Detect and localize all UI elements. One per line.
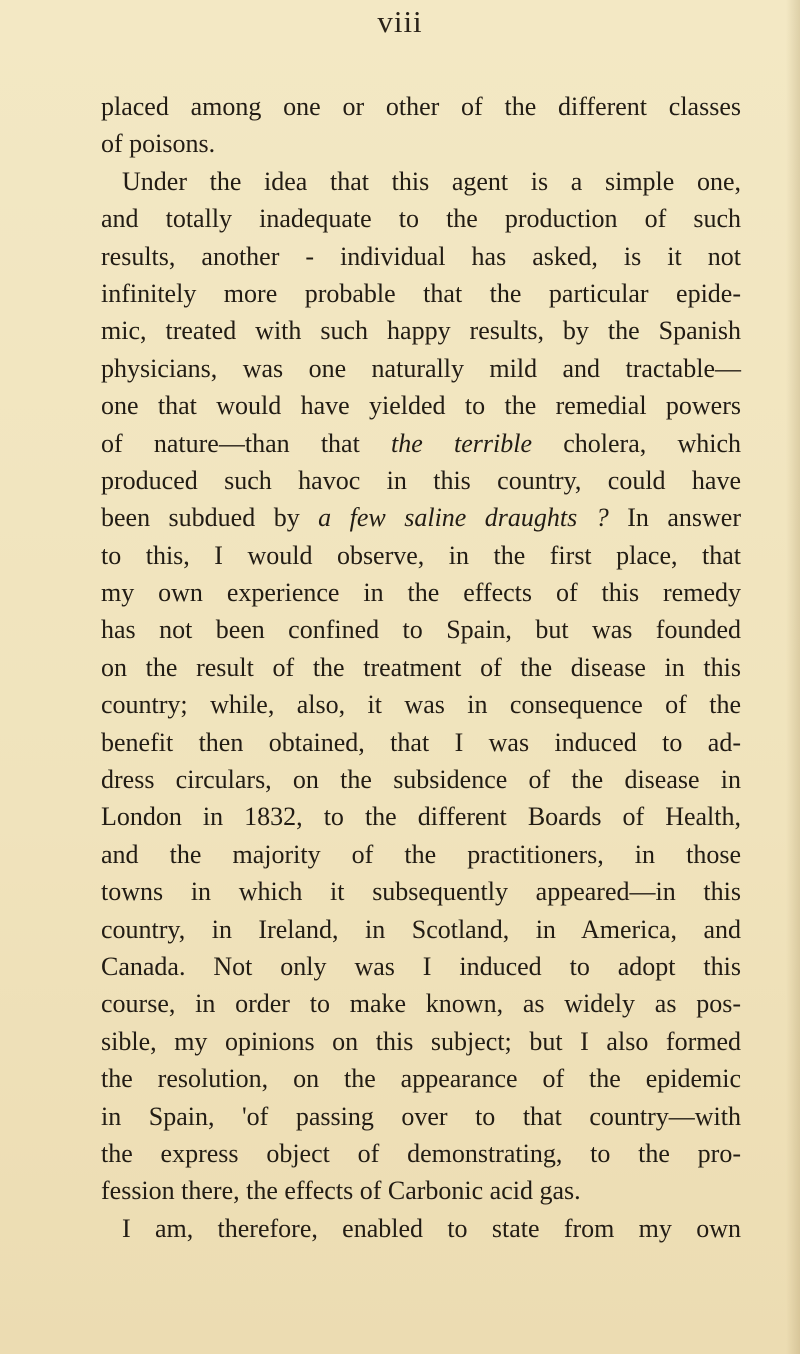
text-segment: benefit then obtained, that I was induced to ad- [101,727,741,757]
text-segment: on the result of the treatment of the disease in this [101,652,741,682]
text-segment: in Spain, 'of passing over to that country—with [101,1101,741,1131]
text-segment: produced such havoc in this country, could have [101,465,741,495]
text-line [101,537,741,574]
text-line [101,761,741,798]
text-segment: of poisons. [101,129,216,159]
text-segment: fession there, the effects of Carbonic acid gas. [101,1176,581,1206]
text-segment: and totally inadequate to the production of such [101,204,741,234]
text-segment: to this, I would observe, in the first place, that [101,540,741,570]
text-segment: of nature—than that [101,428,392,458]
page-body-text [101,88,741,1247]
text-line [101,499,741,536]
text-segment: the resolution, on the appearance of the epidemic [101,1064,741,1094]
text-segment: towns in which it subsequently appeared—in this [101,877,741,907]
text-line [101,88,741,125]
text-segment: country; while, also, it was in consequence of the [101,690,741,720]
text-segment: country, in Ireland, in Scotland, in America, and [101,914,741,944]
text-segment: mic, treated with such happy results, by the Spanish [101,316,741,346]
text-line [101,836,741,873]
italic-text-segment: the terrible [391,428,533,458]
text-line [101,911,741,948]
text-line [101,649,741,686]
text-line [101,1210,741,1247]
text-segment: results, another - individual has asked, is it not [101,241,741,271]
text-line [101,312,741,349]
text-line [101,1172,741,1209]
text-line [101,387,741,424]
text-segment: course, in order to make known, as widely as pos- [101,989,741,1019]
page-number: viii [377,4,423,39]
text-line [101,125,741,162]
text-line [101,985,741,1022]
text-line [101,1098,741,1135]
text-line [101,350,741,387]
text-segment: the express object of demonstrating, to the pro- [101,1138,741,1168]
text-line [101,686,741,723]
text-line [101,275,741,312]
italic-text-segment: a few saline draughts ? [318,503,609,533]
text-segment: my own experience in the effects of this remedy [101,578,741,608]
text-segment: I am, therefore, enabled to state from my own [122,1213,741,1243]
text-segment: In answer [608,503,741,533]
text-line [101,611,741,648]
text-segment: cholera, which [532,428,741,458]
text-line [101,462,741,499]
text-line [101,1060,741,1097]
text-line [101,948,741,985]
text-segment: London in 1832, to the different Boards of Health, [101,802,741,832]
text-line [101,798,741,835]
text-segment: placed among one or other of the different classes [101,92,741,121]
text-line [101,163,741,200]
text-line [101,574,741,611]
text-line [101,724,741,761]
text-segment: Canada. Not only was I induced to adopt this [101,951,741,981]
text-line [101,238,741,275]
text-segment: been subdued by [101,503,319,533]
page-edge-shadow [786,0,800,1354]
text-segment: sible, my opinions on this subject; but I also formed [101,1026,741,1056]
text-line [101,1023,741,1060]
text-segment: physicians, was one naturally mild and tractable— [101,353,741,383]
text-segment: infinitely more probable that the particular epide- [101,278,741,308]
text-line [101,1135,741,1172]
text-segment: has not been confined to Spain, but was founded [101,615,741,645]
text-segment: dress circulars, on the subsidence of the disease in [101,765,741,795]
text-segment: and the majority of the practitioners, in those [101,839,741,869]
text-segment: one that would have yielded to the remedial powers [101,391,741,421]
text-line [101,200,741,237]
text-line [101,873,741,910]
text-segment: Under the idea that this agent is a simple one, [122,166,741,196]
text-line [101,425,741,462]
